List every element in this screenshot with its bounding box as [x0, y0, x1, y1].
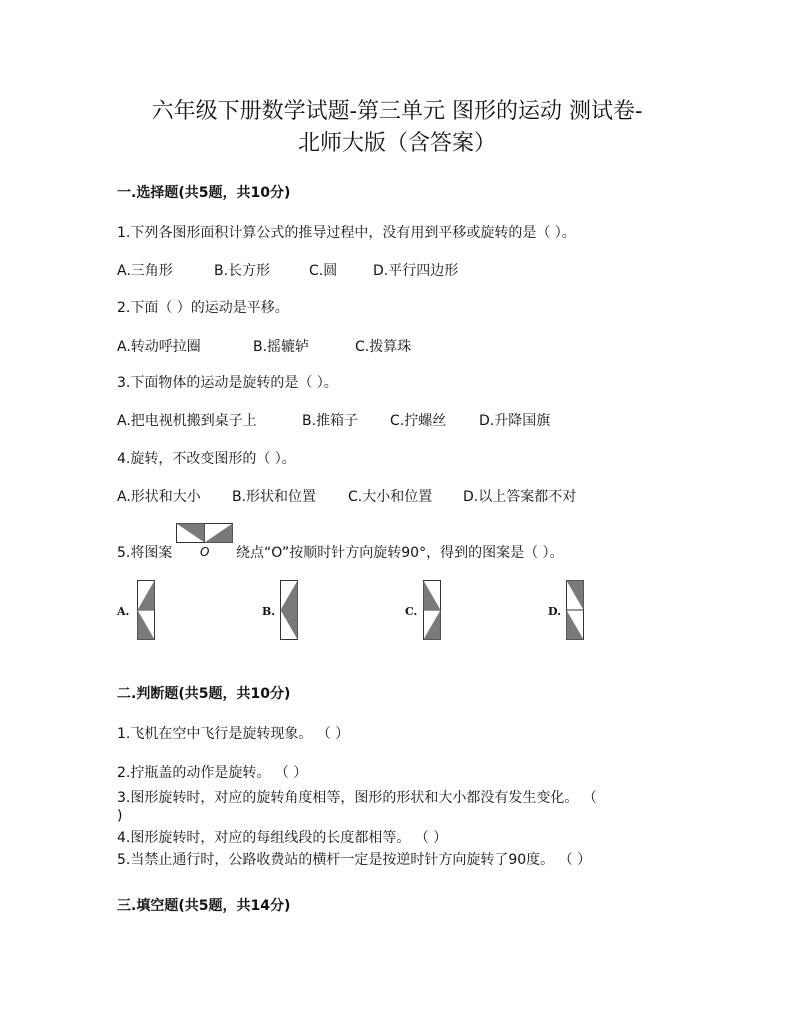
tf-item-3: 3.图形旋转时，对应的旋转角度相等，图形的形状和大小都没有发生变化。 （ [117, 790, 597, 806]
q2-option-a: A.转动呼拉圈 [117, 339, 201, 355]
page-title-line-1: 六年级下册数学试题-第三单元 图形的运动 测试卷- [151, 99, 643, 124]
q1-option-a: A.三角形 [117, 263, 173, 279]
q3-option-b: B.推箱子 [302, 413, 359, 429]
page-title-line-2: 北师大版（含答案） [297, 131, 496, 156]
section-heading-choice: 一.选择题(共5题，共10分) [117, 185, 291, 201]
q5-option-b-figure [280, 580, 298, 640]
q5-option-c-figure [423, 580, 441, 640]
section-heading-true-false: 二.判断题(共5题，共10分) [117, 686, 291, 702]
q2-option-c: C.拨算珠 [355, 339, 412, 355]
question-5-suffix: 绕点“O”按顺时针方向旋转90°，得到的图案是（ ）。 [236, 545, 564, 561]
tf-item-2: 2.拧瓶盖的动作是旋转。 （ ） [117, 765, 308, 781]
pattern-figure [176, 523, 234, 543]
tf-item-5: 5.当禁止通行时，公路收费站的横杆一定是按逆时针方向旋转了90度。 （ ） [117, 852, 592, 868]
q5-option-b-label: B. [262, 605, 276, 618]
question-4-text: 4.旋转，不改变图形的（ ）。 [117, 451, 296, 467]
q4-option-c: C.大小和位置 [348, 489, 433, 505]
q4-option-b: B.形状和位置 [232, 489, 317, 505]
point-o-label: O [200, 545, 210, 559]
question-1-text: 1.下列各图形面积计算公式的推导过程中，没有用到平移或旋转的是（ ）。 [117, 225, 576, 241]
q1-option-b: B.长方形 [214, 263, 271, 279]
tf-item-3-continued: ) [117, 808, 123, 824]
tf-item-1: 1.飞机在空中飞行是旋转现象。 （ ） [117, 726, 350, 742]
question-5-prefix: 5.将图案 [117, 545, 173, 561]
question-2-text: 2.下面（ ）的运动是平移。 [117, 300, 289, 316]
q5-option-c-label: C. [405, 605, 418, 618]
q1-option-d: D.平行四边形 [373, 263, 459, 279]
q5-option-d-label: D. [548, 605, 561, 618]
q3-option-d: D.升降国旗 [479, 413, 551, 429]
tf-item-4: 4.图形旋转时，对应的每组线段的长度都相等。 （ ） [117, 830, 448, 846]
q5-option-a-label: A. [117, 605, 130, 618]
q4-option-a: A.形状和大小 [117, 489, 201, 505]
section-heading-fill-in: 三.填空题(共5题，共14分) [117, 898, 291, 914]
q5-option-d-figure [566, 580, 584, 640]
q3-option-a: A.把电视机搬到桌子上 [117, 413, 257, 429]
q1-option-c: C.圆 [309, 263, 338, 279]
q5-option-a-figure [137, 580, 155, 640]
q3-option-c: C.拧螺丝 [390, 413, 447, 429]
q4-option-d: D.以上答案都不对 [463, 489, 577, 505]
q2-option-b: B.摇辘轳 [253, 339, 310, 355]
question-3-text: 3.下面物体的运动是旋转的是（ ）。 [117, 375, 338, 391]
